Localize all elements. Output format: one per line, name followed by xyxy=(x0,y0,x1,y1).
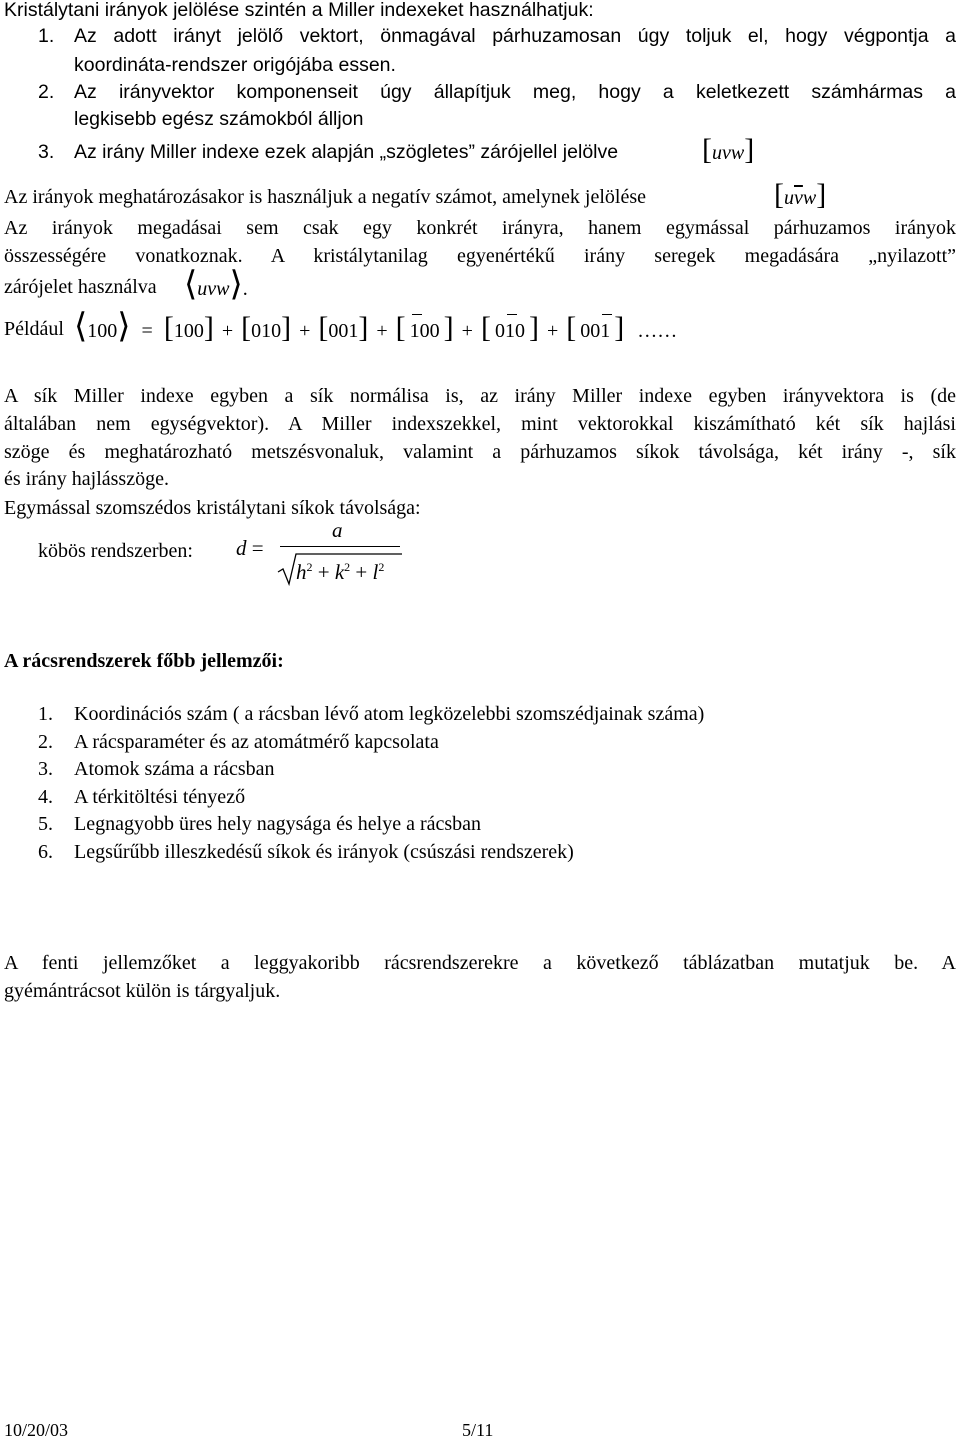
step-number: 3. xyxy=(38,141,55,163)
example-label: Például xyxy=(4,318,64,340)
intro-heading: Kristálytani irányok jelölése szintén a Miller indexeket használhatjuk: xyxy=(4,0,594,21)
family-text: zárójelet használva xyxy=(4,276,157,298)
plane-text: általában nem egységvektor). A Miller indexszekkel, mint vektorokkal kiszámítható két sík hajlási xyxy=(4,413,956,435)
step-text: Az irány Miller indexe ezek alapján „szögletes” zárójellel jelölve xyxy=(74,141,619,163)
family-text: Az irányok megadásai sem csak egy konkrét irányra, hanem egymással párhuzamos irányok xyxy=(4,217,956,239)
plane-text: és irány hajlásszöge. xyxy=(4,468,169,490)
family-angle-bracket: ⟨uvw⟩. xyxy=(184,266,248,303)
family-text: összességére vonatkoznak. A kristálytanilag egyenértékű irány seregek megadására „nyilazott” xyxy=(4,245,956,267)
footer-date: 10/20/03 xyxy=(4,1420,69,1440)
list-item: Koordinációs szám ( a rácsban lévő atom legközelebbi szomszédjainak száma) xyxy=(74,703,705,725)
negative-direction-bracket: $[u\overline{v}w]$ xyxy=(774,178,827,211)
list-item: A térkitöltési tényező xyxy=(74,786,246,808)
plane-text: A sík Miller indexe egyben a sík normálisa is, az irány Miller indexe egyben irányvektora is (de xyxy=(4,385,956,407)
list-item: Legnagyobb üres hely nagysága és helye a rácsban xyxy=(74,813,482,835)
step-number: 1. xyxy=(38,25,55,47)
miller-direction-bracket: [uvw] xyxy=(702,133,755,166)
formula-denominator: $h^2 + k^2 + l^2$ xyxy=(296,560,385,584)
step-text: koordináta-rendszer origójába essen. xyxy=(74,54,396,76)
list-number: 4. xyxy=(38,786,53,808)
formula-lhs: d = xyxy=(236,536,264,560)
list-number: 2. xyxy=(38,731,53,753)
page-number: 5/11 xyxy=(462,1420,494,1440)
example-equation: ⟨100⟩ = [100] + [010] + [001] + [ 100 ] + [ 010 ] + [ 001 ] …… xyxy=(74,308,678,345)
section-title: A rácsrendszerek főbb jellemzői: xyxy=(4,650,284,672)
step-text: Az irányvektor komponenseit úgy állapítjuk meg, hogy a keletkezett számhármas a xyxy=(74,81,956,103)
list-number: 1. xyxy=(38,703,53,725)
list-number: 6. xyxy=(38,841,53,863)
list-number: 3. xyxy=(38,758,53,780)
spacing-intro: Egymással szomszédos kristálytani síkok távolsága: xyxy=(4,497,421,519)
list-number: 5. xyxy=(38,813,53,835)
closing-text: A fenti jellemzőket a leggyakoribb rácsrendszerekre a következő táblázatban mutatjuk be. A xyxy=(4,952,956,974)
cubic-label: köbös rendszerben: xyxy=(38,540,193,562)
step-text: Az adott irányt jelölő vektort, önmagával párhuzamosan úgy toljuk el, hogy végpontja a xyxy=(74,25,956,47)
list-item: A rácsparaméter és az atomátmérő kapcsolata xyxy=(74,731,439,753)
plane-text: szöge és meghatározható metszésvonaluk, valamint a párhuzamos síkok távolsága, két irány -, sík xyxy=(4,441,956,463)
formula-numerator: a xyxy=(332,518,343,542)
list-item: Legsűrűbb illeszkedésű síkok és irányok (csúszási rendszerek) xyxy=(74,841,574,863)
list-item: Atomok száma a rácsban xyxy=(74,758,275,780)
step-text: legkisebb egész számokból álljon xyxy=(74,108,364,130)
step-number: 2. xyxy=(38,81,55,103)
closing-text: gyémántrácsot külön is tárgyaljuk. xyxy=(4,980,281,1002)
fraction-bar xyxy=(280,546,400,547)
negative-text: Az irányok meghatározásakor is használjuk a negatív számot, amelynek jelölése xyxy=(4,186,646,208)
